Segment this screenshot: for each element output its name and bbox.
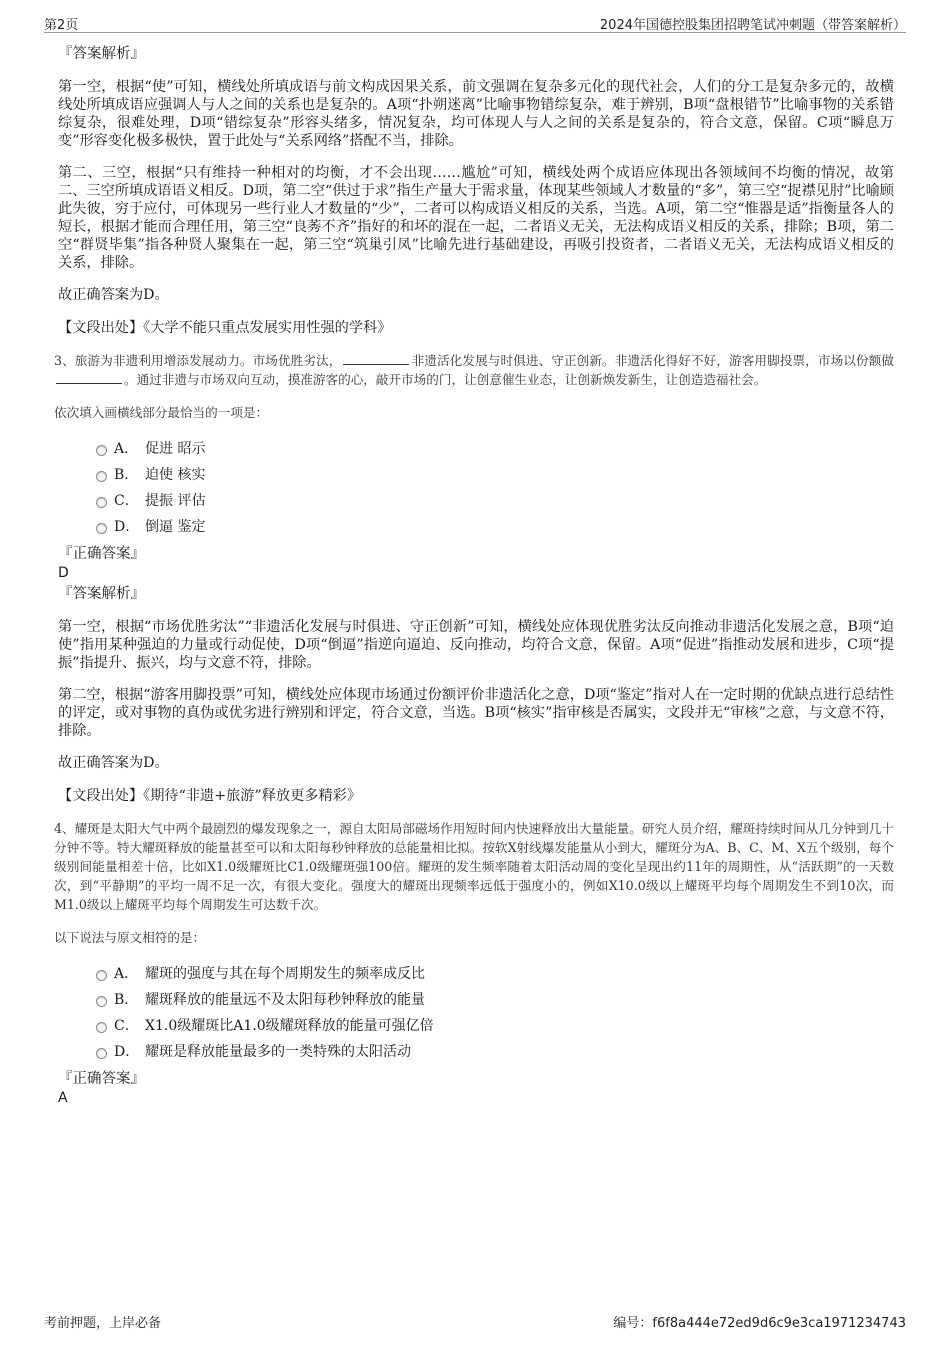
radio-icon[interactable]: [96, 970, 107, 981]
q3-blank-1: [343, 352, 409, 365]
radio-icon[interactable]: [96, 996, 107, 1007]
radio-icon[interactable]: [96, 1022, 107, 1033]
q3-prompt: 依次填入画横线部分最恰当的一项是：: [54, 405, 269, 420]
q4-option-d[interactable]: D． 耀斑是释放能量最多的一类特殊的太阳活动: [58, 1039, 894, 1065]
radio-icon[interactable]: [96, 497, 107, 508]
radio-icon[interactable]: [96, 445, 107, 456]
q4-option-c[interactable]: C． X1.0级耀斑比A1.0级耀斑释放的能量可强亿倍: [58, 1013, 894, 1039]
q3-stem: 3、旅游为非遗利用增添发展动力。市场优胜劣汰， 非遗活化发展与时俱进、守正创新。非遗活化得好不好，游客用脚投票，市场以份额做。通过非遗与市场双向互动，摸准游客的心，敲开市场的门，让创意催生业态，让创新焕发新生，让创造造福社会。: [54, 353, 895, 387]
q4-options: [58, 961, 894, 1065]
q4-option-a[interactable]: A． 耀斑的强度与其在每个周期发生的频率成反比: [58, 961, 894, 987]
footer-slogan: 考前押题，上岸必备: [44, 1316, 162, 1331]
q3-source: 【文段出处】《期待“非遗+旅游”释放更多精彩》: [58, 788, 362, 804]
q3-answer: D: [58, 565, 69, 581]
q3-option-b[interactable]: B． 迫使 核实: [58, 462, 894, 488]
q3-blank-2: [56, 371, 122, 384]
q3-options: [58, 436, 894, 540]
q3-conclusion: 故正确答案为D。: [58, 755, 169, 771]
q3-option-a[interactable]: A． 促进 昭示: [58, 436, 894, 462]
radio-icon[interactable]: [96, 1048, 107, 1059]
q3-analysis-paragraph-1: 第一空，根据“市场优胜劣汰”“非遗活化发展与时俱进、守正创新”可知，横线处应体现优胜劣汰反向推动非遗活化发展之意，B项“迫使”指用某种强迫的力量或行动促使，D项“倒逼”指逆向逼迫、反向推动，均符合文意，保留。A项“促进”指推动发展和进步，C项“提振”指提升、振兴，均与文意不符，排除。: [58, 619, 894, 671]
q2-analysis-paragraph-2: 第二、三空，根据“只有维持一种相对的均衡，才不会出现……尴尬”可知，横线处两个成语应体现出各领域间不均衡的情况，故第二、三空所填成语语义相反。D项，第二空“供过于求”指生产量大于需求量，体现某些领域人才数量的“多”，第三空“捉襟见肘”比喻顾此失彼，穷于应付，可体现另一些行业人才数量的“少”，二者可以构成语义相反的关系，当选。A项，第二空“惟器是适”指衡量各人的短长，根据才能而合理任用，第三空“良莠不齐”指好的和坏的混在一起，二者语义无关，无法构成语义相反的关系，排除；B项，第二空“群贤毕集”指各种贤人聚集在一起，第三空“筑巢引凤”比喻先进行基础建设，再吸引投资者，二者语义无关，无法构成语义相反的关系，排除。: [58, 165, 894, 271]
q4-option-b[interactable]: B． 耀斑释放的能量远不及太阳每秒钟释放的能量: [58, 987, 894, 1013]
q3-option-d[interactable]: D． 倒逼 鉴定: [58, 514, 894, 540]
q2-conclusion: 故正确答案为D。: [58, 287, 169, 303]
q2-analysis-label: 『答案解析』: [58, 46, 145, 62]
radio-icon[interactable]: [96, 471, 107, 482]
q4-prompt: 以下说法与原文相符的是：: [54, 930, 206, 945]
q4-answer-label: 『正确答案』: [58, 1071, 145, 1087]
q4-answer: A: [58, 1090, 68, 1106]
q3-analysis-paragraph-2: 第二空，根据“游客用脚投票”可知，横线处应体现市场通过份额评价非遗活化之意，D项“鉴定”指对人在一定时期的优缺点进行总结性的评定，或对事物的真伪或优劣进行辨别和评定，符合文意，当选。B项“核实”指审核是否属实，文段并无“审核”之意，与文意不符，排除。: [58, 687, 894, 739]
q2-source: 【文段出处】《大学不能只重点发展实用性强的学科》: [58, 320, 392, 336]
q2-analysis-paragraph-1: 第一空，根据“使”可知，横线处所填成语与前文构成因果关系，前文强调在复杂多元化的现代社会，人们的分工是复杂多元的，故横线处所填成语应强调人与人之间的关系也是复杂的。A项“扑朔迷离”比喻事物错综复杂，难于辨别，B项“盘根错节”比喻事物的关系错综复杂，很难处理，D项“错综复杂”形容头绪多，情况复杂，均可体现人与人之间的关系是复杂的，符合文意，保留。C项“瞬息万变”形容变化极多极快，置于此处与“关系网络”搭配不当，排除。: [58, 79, 894, 149]
radio-icon[interactable]: [96, 523, 107, 534]
q4-stem: 4、耀斑是太阳大气中两个最剧烈的爆发现象之一，源自太阳局部磁场作用短时间内快速释放出大量能量。研究人员介绍，耀斑持续时间从几分钟到几十分钟不等。特大耀斑释放的能量甚至可以和太阳每秒钟释放的总能量相比拟。按软X射线爆发能量从小到大，耀斑分为A、B、C、M、X五个级别，每个级别间能量相差十倍，比如X1.0级耀斑比C1.0级耀斑强100倍。耀斑的发生频率随着太阳活动周的变化呈现出约11年的周期性，从“活跃期”的一天数次，到“平静期”的平均一周不足一次，有很大变化。强度大的耀斑出现频率远低于强度小的，例如X10.0级以上耀斑平均每个周期发生不到10次，而M1.0级以上耀斑平均每个周期发生可达数千次。: [54, 821, 894, 912]
document-title: 2024年国德控股集团招聘笔试冲刺题（带答案解析）: [599, 18, 906, 33]
page-header: [44, 10, 906, 33]
document-code: 编号：f6f8a444e72ed9d6c9e3ca1971234743: [613, 1316, 906, 1331]
q3-analysis-label: 『答案解析』: [58, 586, 145, 602]
q3-option-c[interactable]: C． 提振 评估: [58, 488, 894, 514]
page-number: 第2页: [44, 18, 79, 33]
document-body: [54, 44, 895, 1107]
q3-answer-label: 『正确答案』: [58, 546, 145, 562]
